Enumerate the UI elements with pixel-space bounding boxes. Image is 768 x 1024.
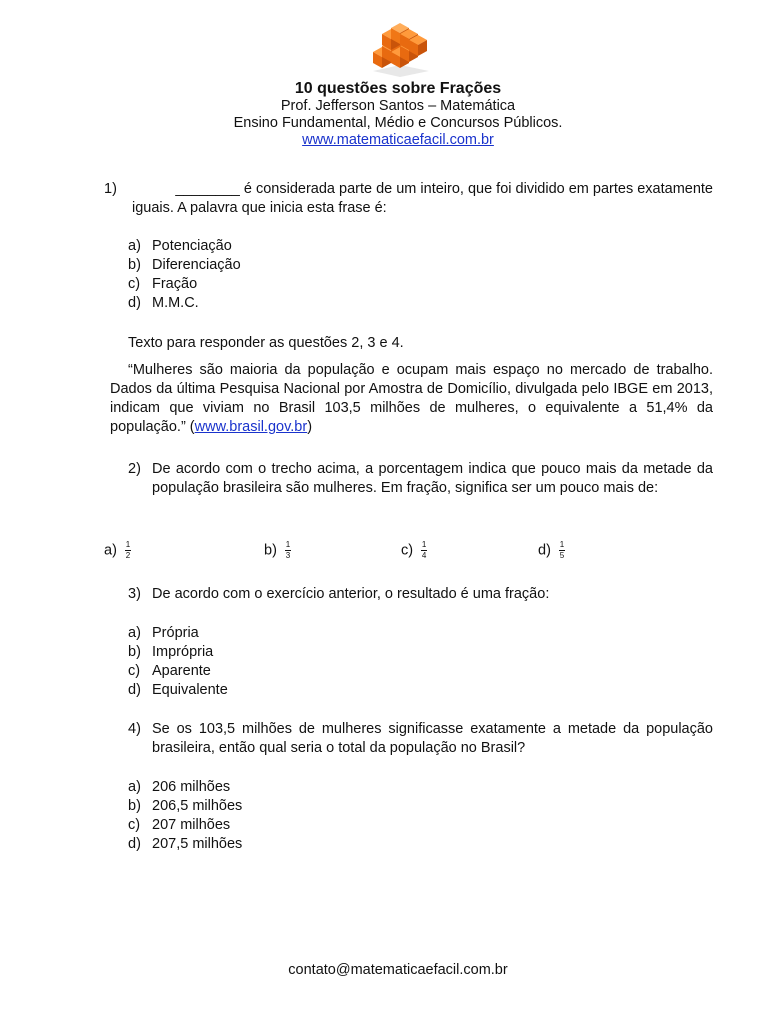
q1-line1: ________ é considerada parte de um inteiro, que foi dividido em partes exatamente xyxy=(175,181,713,197)
q4-number: 4) xyxy=(128,721,141,737)
option-c[interactable]: c) 207 milhões xyxy=(128,817,231,833)
fraction: $\frac{1}{5}$ xyxy=(559,540,565,560)
option-a[interactable]: a) Própria xyxy=(128,625,199,641)
option-b[interactable]: b) 206,5 milhões xyxy=(128,798,243,814)
option-d[interactable]: d) M.M.C. xyxy=(128,295,199,311)
q1-options xyxy=(128,237,241,313)
website-link[interactable]: www.matematicaefacil.com.br xyxy=(302,132,494,148)
q4-options xyxy=(128,778,242,854)
option-b[interactable]: b) Diferenciação xyxy=(128,257,241,273)
cube-logo-icon xyxy=(365,18,435,78)
passage-body: “Mulheres são maioria da população e ocupam mais espaço no mercado de trabalho. Dados da última Pesquisa Nacional por Amostra de Domicílio, divulgada pelo IBGE em 2013, indicam que viviam no Brasil 103,5 milhões de mulheres, o equivalente a 51,4% da população.” (www.brasil.gov.br) xyxy=(110,362,713,435)
q1-line2: iguais. A palavra que inicia esta frase é: xyxy=(132,200,387,216)
q2-text: De acordo com o trecho acima, a porcentagem indica que pouco mais da metade da população brasileira são mulheres. Em fração, significa ser um pouco mais de: xyxy=(152,461,713,496)
option-a[interactable]: a) 206 milhões xyxy=(128,779,231,795)
q2-option-d[interactable]: d) $\frac{1}{5}$ xyxy=(538,540,565,560)
subtitle-line: Ensino Fundamental, Médio e Concursos Públicos. xyxy=(233,115,563,131)
fraction: $\frac{1}{2}$ xyxy=(125,540,131,560)
q3-number: 3) xyxy=(128,586,141,602)
option-c[interactable]: c) Aparente xyxy=(128,663,211,679)
q2-number: 2) xyxy=(128,461,141,477)
q2-option-b[interactable]: b) $\frac{1}{3}$ xyxy=(264,540,291,560)
option-b[interactable]: b) Imprópria xyxy=(128,644,214,660)
option-d[interactable]: d) 207,5 milhões xyxy=(128,836,243,852)
q2-option-a[interactable]: a) $\frac{1}{2}$ xyxy=(104,540,131,560)
footer-email: contato@matematicaefacil.com.br xyxy=(288,962,508,978)
q4-text: Se os 103,5 milhões de mulheres significasse exatamente a metade da população brasileira, então qual seria o total da população no Brasil? xyxy=(152,721,713,756)
option-c[interactable]: c) Fração xyxy=(128,276,198,292)
q3-options xyxy=(128,624,228,700)
author-line: Prof. Jefferson Santos – Matemática xyxy=(280,98,516,114)
document-header xyxy=(0,80,768,149)
option-a[interactable]: a) Potenciação xyxy=(128,238,232,254)
fraction: $\frac{1}{3}$ xyxy=(285,540,291,560)
fraction: $\frac{1}{4}$ xyxy=(421,540,427,560)
q3-text: De acordo com o exercício anterior, o resultado é uma fração: xyxy=(152,586,550,602)
q2-option-c[interactable]: c) $\frac{1}{4}$ xyxy=(401,540,427,560)
source-link[interactable]: www.brasil.gov.br xyxy=(194,419,308,435)
option-d[interactable]: d) Equivalente xyxy=(128,682,228,698)
passage-intro: Texto para responder as questões 2, 3 e 4. xyxy=(128,335,404,351)
document-title: 10 questões sobre Frações xyxy=(294,80,502,97)
q1-number: 1) xyxy=(104,181,117,197)
